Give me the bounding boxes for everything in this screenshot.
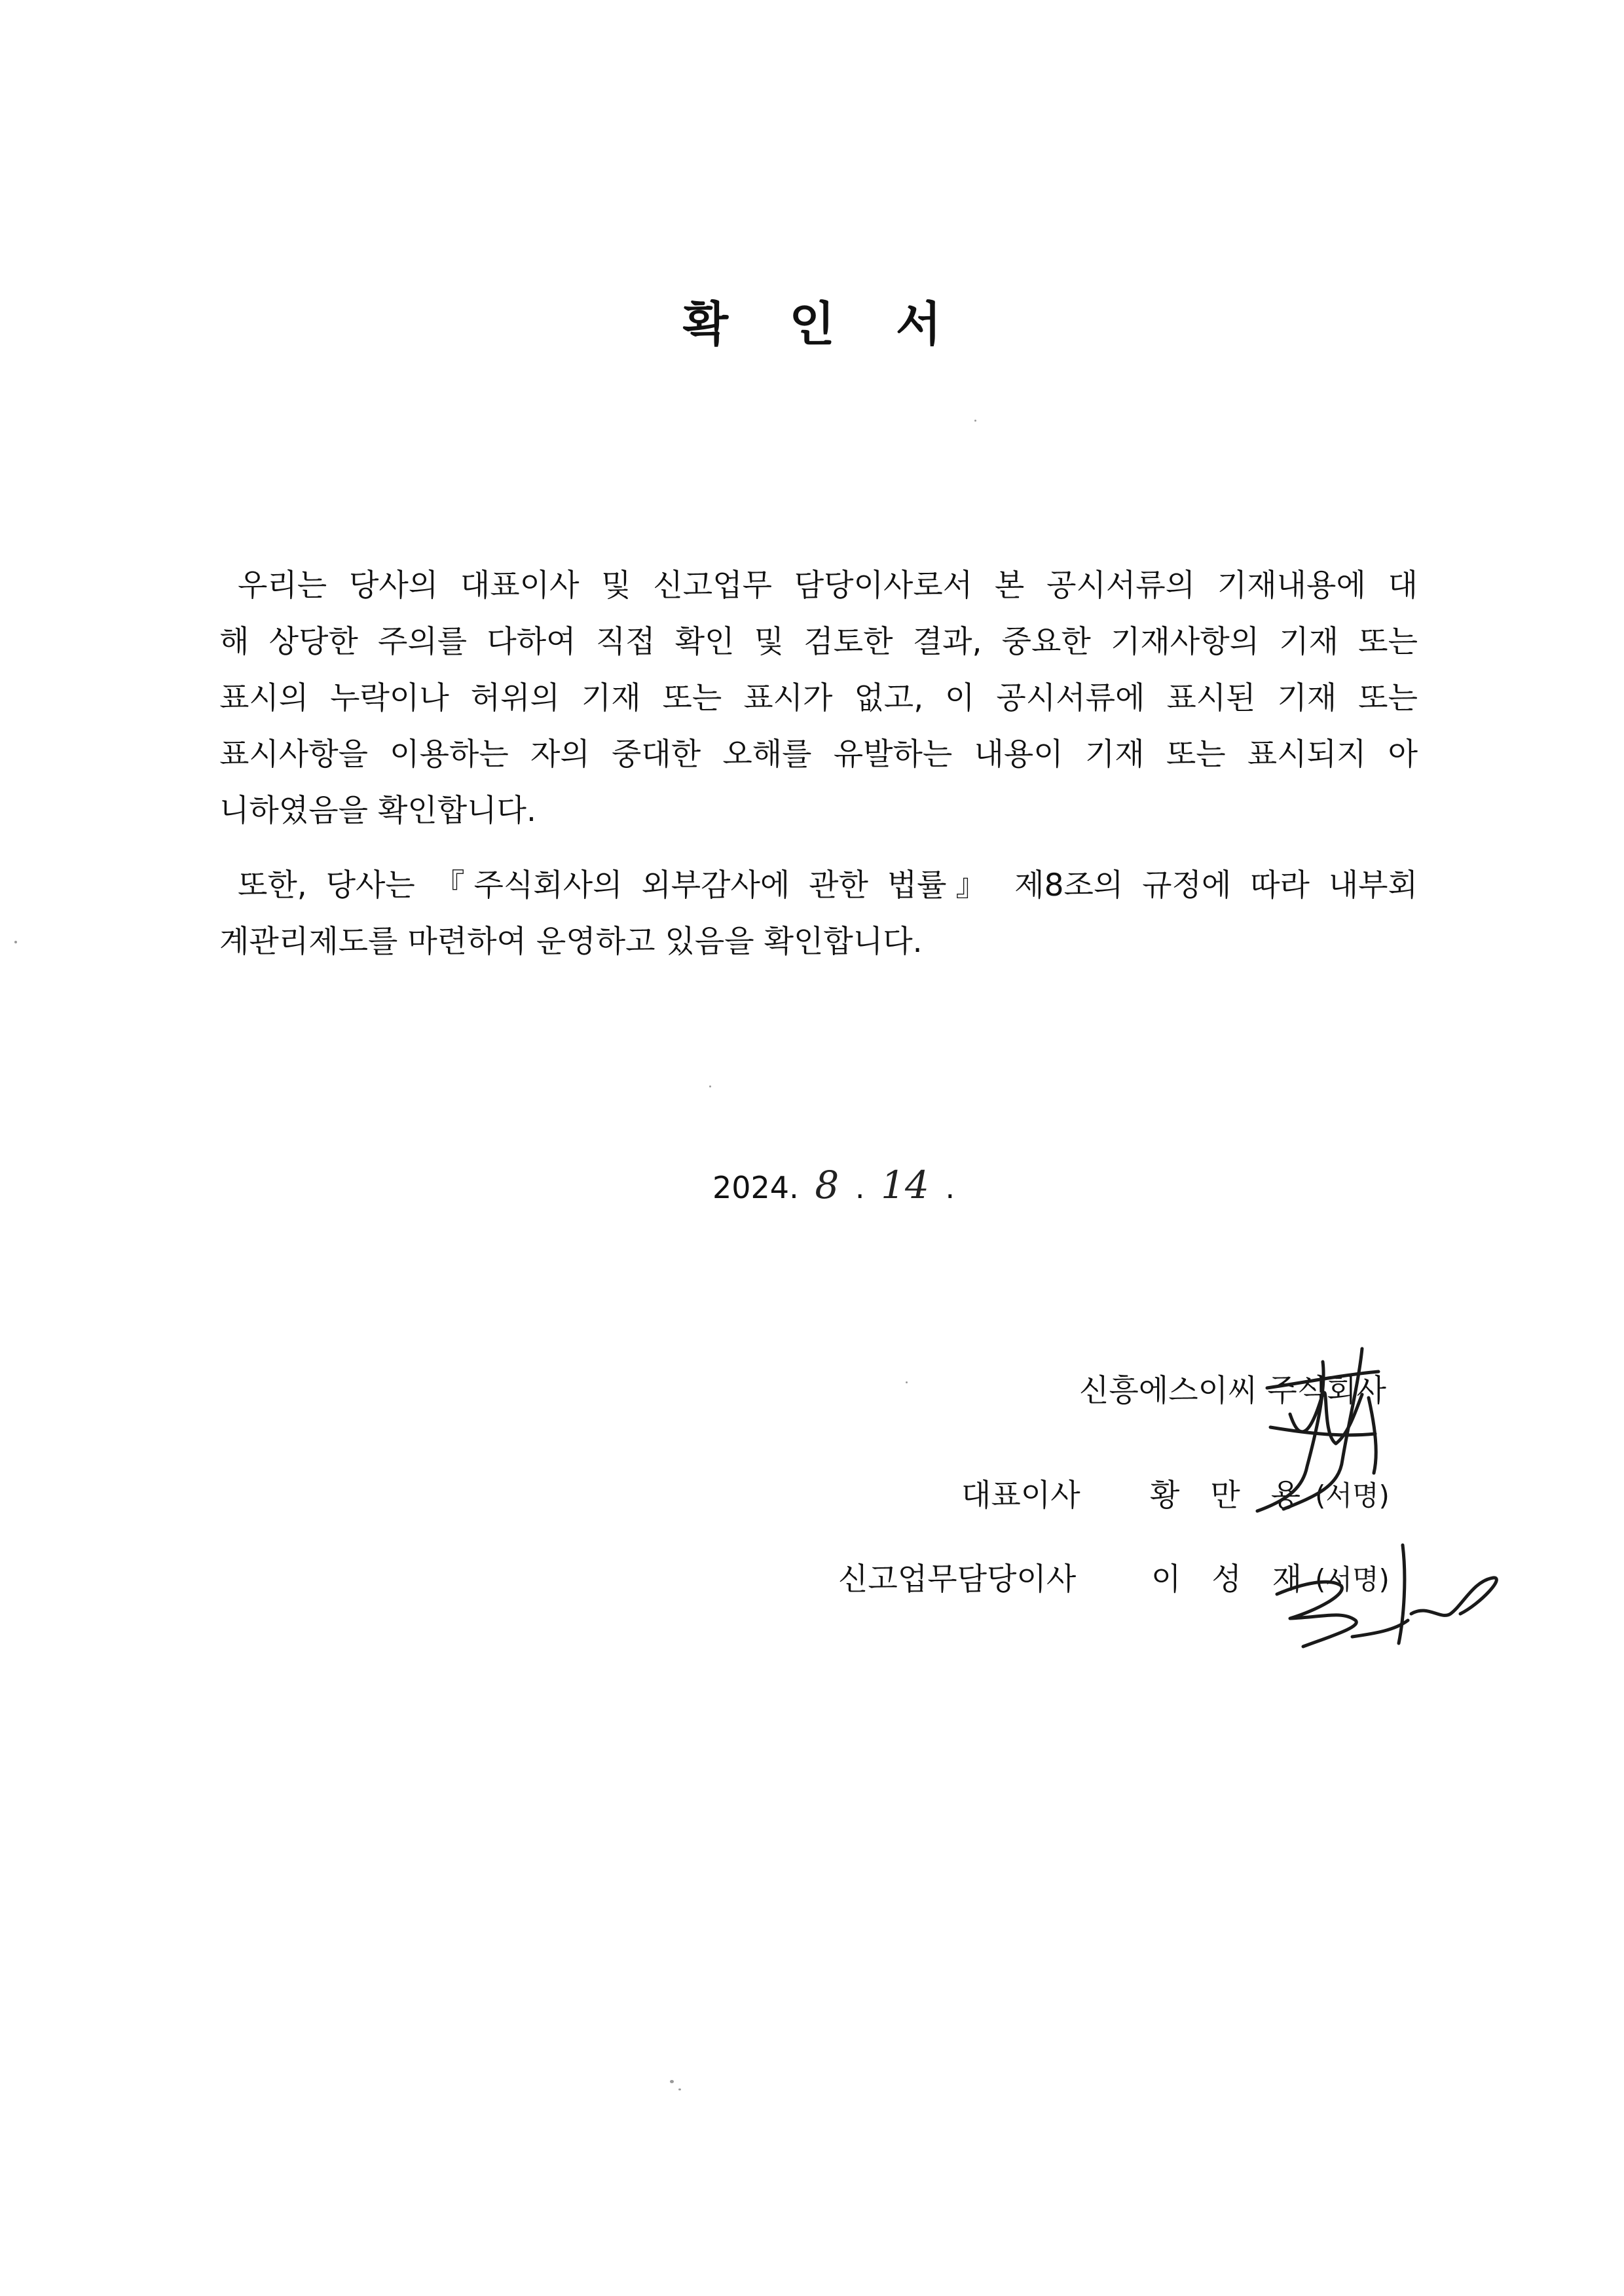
document-title: 확 인 서	[682, 297, 964, 352]
paragraph-line: 니하였음을 확인합니다.	[219, 793, 536, 829]
date-day-handwritten: 14	[881, 1163, 929, 1207]
date-month-handwritten: 8	[815, 1163, 840, 1207]
reporting-officer-name: 이 성 재	[1151, 1561, 1313, 1597]
paragraph-line: 해 상당한 주의를 다하여 직접 확인 및 검토한 결과, 중요한 기재사항의 기재 또는	[219, 624, 1418, 660]
company-name: 신흥에스이씨 주식회사	[1079, 1373, 1386, 1409]
scan-speck	[678, 2088, 681, 2090]
ceo-role-label: 대표이사	[961, 1478, 1080, 1514]
paragraph-line: 우리는 당사의 대표이사 및 신고업무 담당이사로서 본 공시서류의 기재내용에 대	[238, 568, 1418, 604]
paragraph-line: 계관리제도를 마련하여 운영하고 있음을 확인합니다.	[219, 924, 923, 960]
ceo-signature-mark: (서명)	[1315, 1480, 1390, 1512]
document-date	[712, 1162, 955, 1208]
date-trailing-dot: .	[945, 1170, 955, 1205]
paragraph-line: 또한, 당사는 『주식회사의 외부감사에 관한 법률』 제8조의 규정에 따라 내부회	[238, 867, 1418, 903]
ceo-handwritten-signature	[1244, 1336, 1441, 1532]
paragraph-line: 표시의 누락이나 허위의 기재 또는 표시가 없고, 이 공시서류에 표시된 기재 또는	[219, 680, 1418, 716]
date-year: 2024.	[712, 1170, 799, 1205]
reporting-officer-handwritten-signature	[1264, 1506, 1513, 1656]
ceo-name: 황 만 용	[1150, 1478, 1312, 1514]
reporting-officer-signature-mark: (서명)	[1315, 1563, 1390, 1595]
scan-speck	[906, 1381, 908, 1383]
scan-speck	[974, 420, 976, 422]
date-separator: .	[855, 1170, 865, 1205]
reporting-officer-role-label: 신고업무담당이사	[838, 1561, 1077, 1597]
scan-speck	[670, 2080, 674, 2083]
scan-speck	[709, 1085, 711, 1087]
scan-speck	[14, 941, 17, 943]
paragraph-line: 표시사항을 이용하는 자의 중대한 오해를 유발하는 내용이 기재 또는 표시되지 아	[219, 737, 1418, 773]
